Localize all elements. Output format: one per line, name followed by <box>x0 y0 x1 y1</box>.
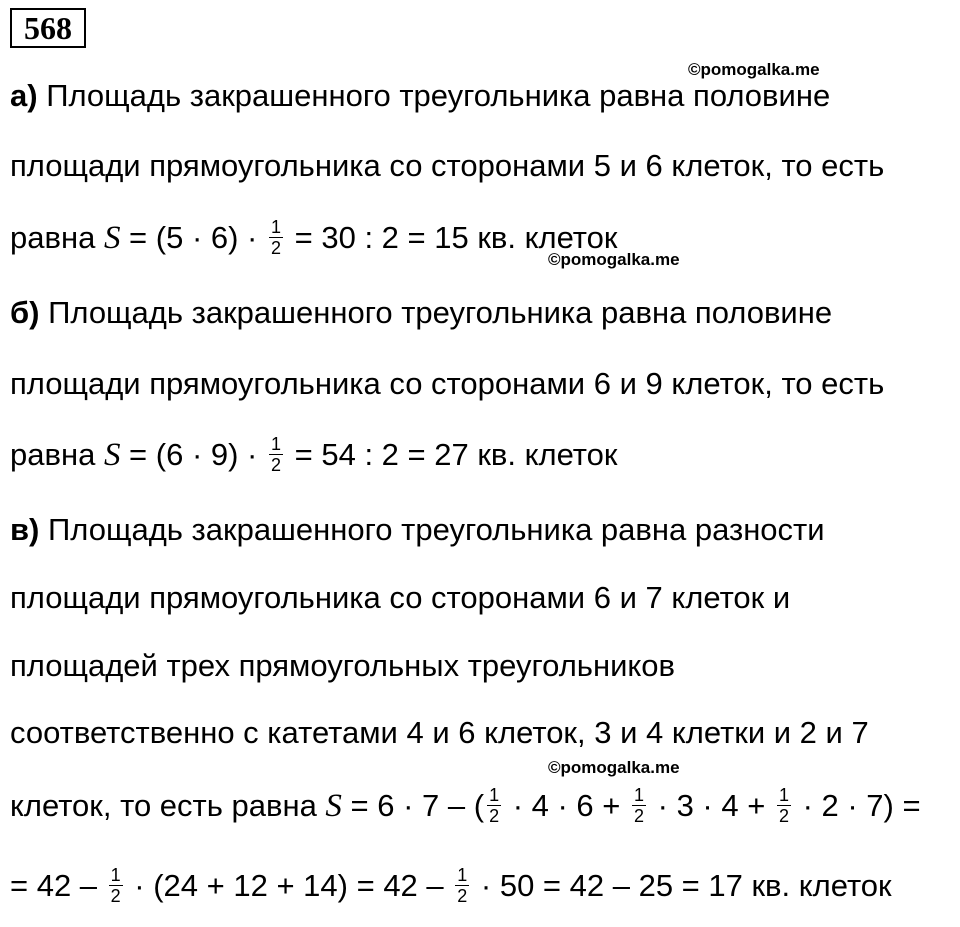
fraction-half: $\frac{1}{2}$ <box>489 785 500 827</box>
watermark-1: ©pomogalka.me <box>688 60 820 79</box>
part-b-line-1: б) Площадь закрашенного треугольника равна половине <box>10 295 833 330</box>
watermark-2: ©pomogalka.me <box>548 250 680 269</box>
fraction-half: $\frac{1}{2}$ <box>778 785 789 827</box>
fraction-half: $\frac{1}{2}$ <box>110 865 121 907</box>
fraction-half: $\frac{1}{2}$ <box>634 785 645 827</box>
part-b-label: б) <box>10 295 40 330</box>
part-a-line-2: площади прямоугольника со сторонами 5 и 6 клеток, то есть <box>10 148 885 183</box>
watermark-3: ©pomogalka.me <box>548 758 680 777</box>
part-v-line-1: в) Площадь закрашенного треугольника равна разности <box>10 512 825 547</box>
part-v-label: в) <box>10 512 40 547</box>
variable-s: S <box>103 220 121 256</box>
variable-s: S <box>103 437 121 473</box>
fraction-half: $\frac{1}{2}$ <box>271 434 282 476</box>
task-number: 568 <box>10 8 86 48</box>
part-v-formula-2: = 42 – $\frac{1}{2}$ · (24 + 12 + 14) = 42 – $\frac{1}{2}$ · 50 = 42 – 25 = 17 кв. клеток <box>10 865 892 907</box>
part-b-formula: равна S = (6 · 9) · $\frac{1}{2}$ = 54 : 2 = 27 кв. клеток <box>10 434 618 476</box>
fraction-half: $\frac{1}{2}$ <box>271 217 282 259</box>
part-v-line-4: соответственно с катетами 4 и 6 клеток, 3 и 4 клетки и 2 и 7 <box>10 715 869 750</box>
part-v-formula-1: клеток, то есть равна S = 6 · 7 – ( $\frac{1}{2}$ · 4 · 6 + $\frac{1}{2}$ · 3 · 4 + $\frac{1}{2}$ · 2 · 7) = <box>10 785 921 827</box>
part-v-line-2: площади прямоугольника со сторонами 6 и 7 клеток и <box>10 580 791 615</box>
part-a-line-1: а) Площадь закрашенного треугольника равна половине <box>10 78 831 113</box>
part-b-line-2: площади прямоугольника со сторонами 6 и 9 клеток, то есть <box>10 366 885 401</box>
part-a-formula: равна S = (5 · 6) · $\frac{1}{2}$ = 30 : 2 = 15 кв. клеток <box>10 217 618 259</box>
part-a-label: а) <box>10 78 38 113</box>
variable-s: S <box>325 788 342 824</box>
part-v-line-3: площадей трех прямоугольных треугольников <box>10 648 676 683</box>
fraction-half: $\frac{1}{2}$ <box>457 865 468 907</box>
